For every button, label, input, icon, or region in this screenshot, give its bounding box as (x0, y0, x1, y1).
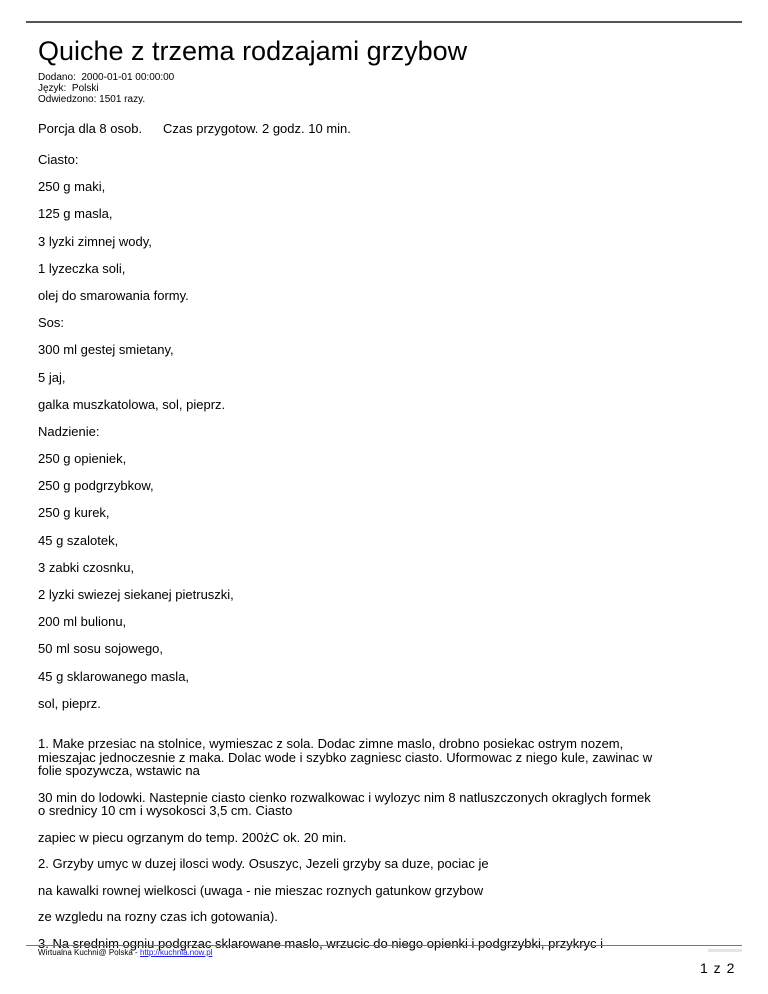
top-rule (26, 21, 742, 23)
footer-watermark (708, 949, 742, 952)
instruction-paragraph: 2. Grzyby umyc w duzej ilosci wody. Osuszyc, Jezeli grzyby sa duze, pociac je (38, 856, 489, 871)
ingredient-line: Sos: (38, 315, 65, 331)
ingredient-line: 250 g kurek, (38, 505, 110, 521)
added-date: Dodano: 2000-01-01 00:00:00 (38, 72, 175, 83)
ingredient-line: 45 g szalotek, (38, 532, 119, 548)
instruction-paragraph: zapiec w piecu ogrzanym do temp. 200żC ok. 20 min. (38, 829, 347, 845)
recipe-body (38, 118, 638, 723)
recipe-meta (38, 72, 174, 105)
instruction-paragraph: 1. Make przesiac na stolnice, wymieszac z sola. Dodac zimne maslo, drobno posiekac ostrym nozem, mieszajac jednoczesnie z maka. Dolac wode i szybko zagniesc ciasto. Uformowac z niego kule, zawinac w folie spozywcza, wstawic na (38, 736, 653, 778)
ingredient-line: 50 ml sosu sojowego, (38, 641, 164, 657)
ingredient-line: 5 jaj, (38, 369, 66, 385)
ingredient-list (38, 152, 638, 723)
instruction-paragraph: 30 min do lodowki. Nastepnie ciasto cienko rozwalkowac i wylozyc nim 8 natluszczonych okraglych formek o srednicy 10 cm i wysokosci 3,5 cm. Ciasto (38, 789, 651, 818)
footer-rule (26, 945, 742, 946)
ingredient-line: galka muszkatolowa, sol, pieprz. (38, 396, 226, 412)
language: Język: Polski (38, 83, 99, 94)
ingredient-line: 3 zabki czosnku, (38, 559, 135, 575)
ingredient-line: 3 lyzki zimnej wody, (38, 233, 152, 249)
ingredient-line: 250 g podgrzybkow, (38, 478, 154, 494)
instruction-paragraph: na kawalki rownej wielkosci (uwaga - nie mieszac roznych gatunkow grzybow (38, 882, 484, 898)
prep-time-text: Czas przygotow. 2 godz. 10 min. (163, 120, 351, 136)
ingredient-line: 1 lyzeczka soli, (38, 260, 126, 276)
ingredient-line: 200 ml bulionu, (38, 614, 127, 630)
ingredient-line: 2 lyzki swiezej siekanej pietruszki, (38, 587, 234, 602)
ingredient-line: 45 g sklarowanego masla, (38, 668, 190, 684)
footer-link[interactable]: http://kuchnia.now.pl (139, 948, 213, 957)
ingredient-line: 250 g opieniek, (38, 451, 127, 467)
serving-info (38, 118, 638, 138)
ingredient-line: 300 ml gestej smietany, (38, 342, 174, 358)
page-title: Quiche z trzema rodzajami grzybow (38, 36, 468, 66)
ingredient-line: sol, pieprz. (38, 695, 101, 711)
ingredient-line: Ciasto: (38, 152, 79, 167)
instructions (38, 737, 658, 963)
instruction-paragraph: ze wzgledu na rozny czas ich gotowania). (38, 909, 278, 924)
ingredient-line: Nadzienie: (38, 423, 100, 439)
page-number: 1 z 2 (700, 960, 736, 976)
ingredient-line: olej do smarowania formy. (38, 287, 189, 303)
portion-text: Porcja dla 8 osob. (38, 120, 143, 136)
page-footer (38, 948, 212, 957)
visit-count: Odwiedzono: 1501 razy. (38, 94, 146, 105)
ingredient-line: 125 g masla, (38, 206, 113, 222)
ingredient-line: 250 g maki, (38, 179, 106, 195)
footer-site-name: Wirtualna Kuchni@ Polska - (38, 948, 140, 957)
instruction-paragraph: 3. Na srednim ogniu podgrzac sklarowane maslo, wrzucic do niego opienki i podgrzybki, przykryc i (38, 935, 604, 951)
